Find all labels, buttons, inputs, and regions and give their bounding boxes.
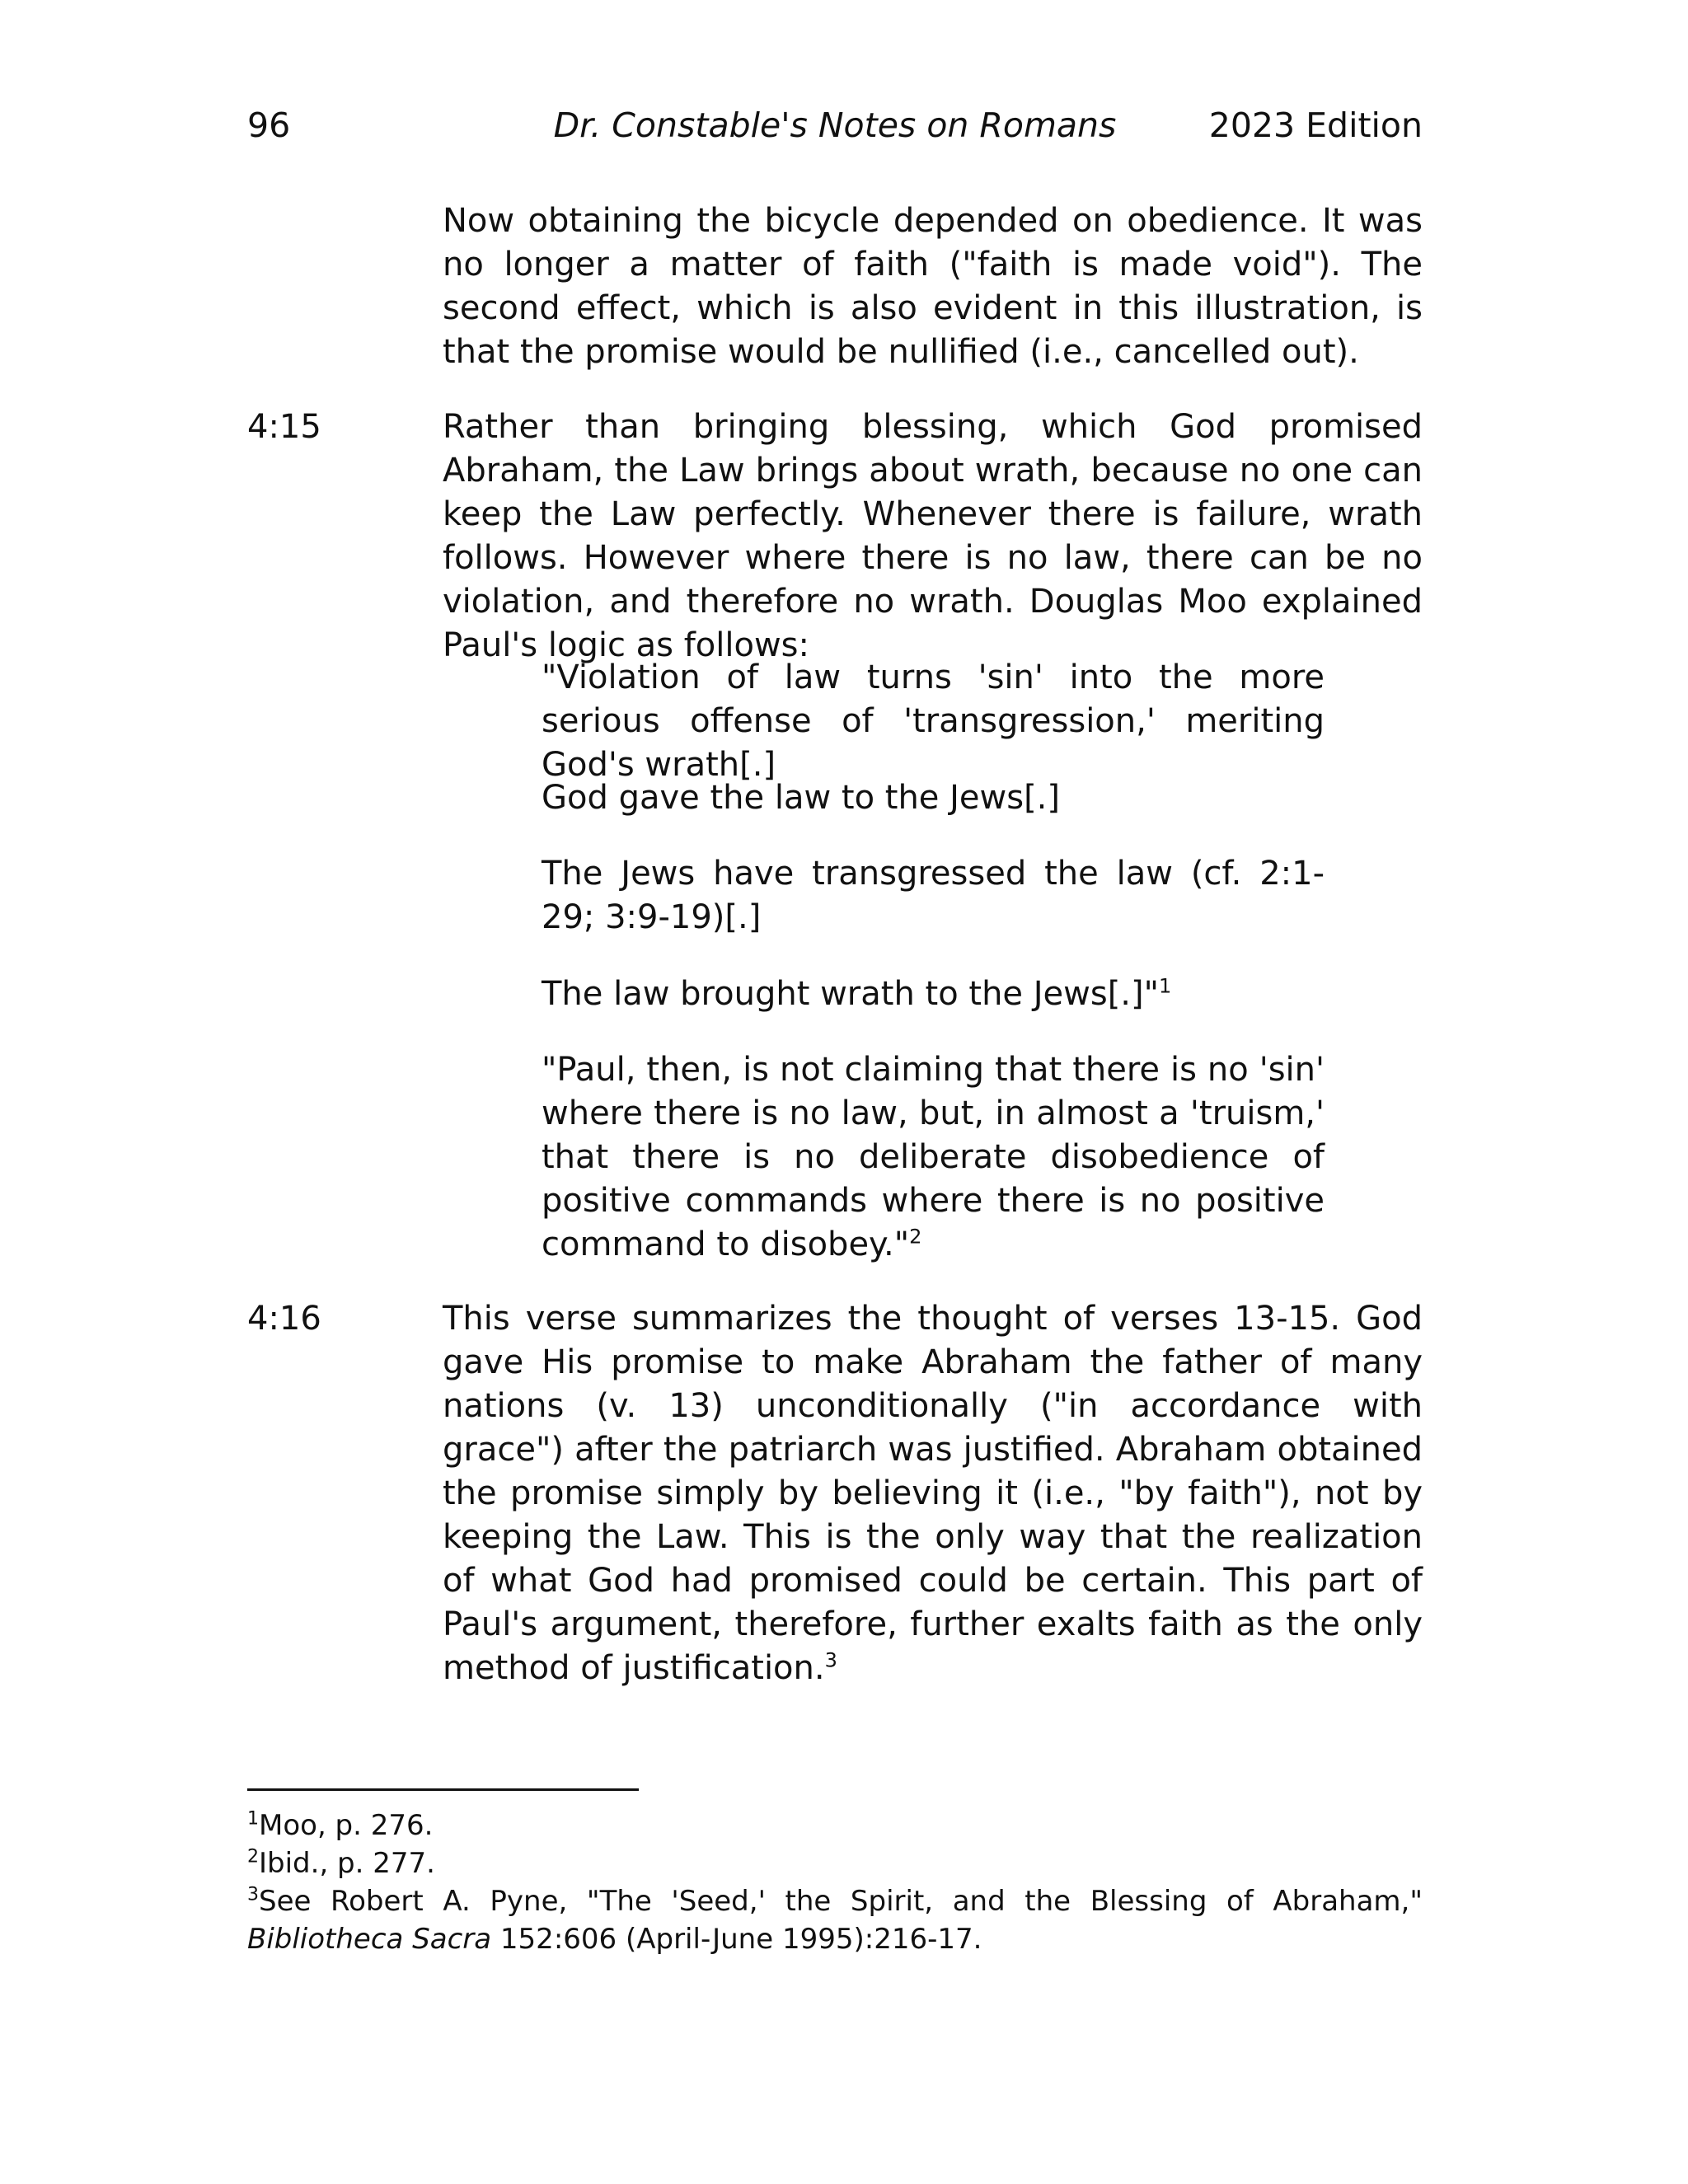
footnotes-section [247,1807,1423,1958]
footnote-marker[interactable]: 1 [1159,974,1172,998]
footnote-3 [247,1882,1423,1958]
footnote-number: 3 [247,1884,259,1905]
block-quote-line-1: "Violation of law turns 'sin' into the more serious offense of 'transgression,' meriting God's wrath[.] [542,658,1325,784]
verse-4-16-block [247,1297,1423,1690]
footnote-marker[interactable]: 3 [824,1648,837,1672]
block-quote-text: The law brought wrath to the Jews[.]" [542,975,1160,1013]
journal-title: Bibliotheca Sacra [247,1923,492,1956]
verse-reference: 4:16 [247,1300,321,1338]
footnote-text: Ibid., p. 277. [259,1847,435,1880]
edition-label: 2023 Edition [1208,105,1423,145]
footnote-text: See Robert A. Pyne, "The 'Seed,' the Spirit, and the Blessing of Abraham," [259,1885,1423,1918]
footnote-number: 1 [247,1808,259,1830]
page-number: 96 [247,105,291,145]
footnote-marker[interactable]: 2 [909,1225,922,1249]
page-header [247,101,1423,150]
block-quote-line-2: God gave the law to the Jews[.] [542,779,1061,817]
verse-4-15-block [247,405,1423,668]
footnote-divider [247,1788,639,1791]
block-quote-text: "Paul, then, is not claiming that there is no 'sin' where there is no law, but, in almost a 'truism,' that there is no deliberate disobedience of positive commands where there is no positive command to disobey." [542,1051,1325,1263]
footnote-2 [247,1844,1423,1882]
footnote-text: Moo, p. 276. [259,1809,434,1842]
footnote-number: 2 [247,1846,259,1868]
footnote-1 [247,1807,1423,1844]
footnote-text: 152:606 (April-June 1995):216-17. [491,1923,982,1956]
block-quote-paul [542,1048,1325,1267]
block-quote-line-3: The Jews have transgressed the law (cf. 2:1-29; 3:9-19)[.] [542,855,1325,936]
verse-commentary [443,1297,1423,1690]
verse-commentary-text: This verse summarizes the thought of verses 13-15. God gave His promise to make Abraham the father of many nations (v. 13) unconditionally ("in accordance with grace") after the patriarch was justified. Abraham obtained the promise simply by believing it (i.e., "by faith"), not by keeping the Law. This is the only way that the realization of what God had promised could be certain. This part of Paul's argument, therefore, further exalts faith as the only method of justification. [443,1300,1423,1687]
running-title: Dr. Constable's Notes on Romans [553,105,1117,145]
verse-commentary: Rather than bringing blessing, which God promised Abraham, the Law brings about wrath, because no one can keep the Law perfectly. Whenever there is failure, wrath follows. However where there is no law, there can be no violation, and therefore no wrath. Douglas Moo explained Paul's logic as follows: [443,408,1423,664]
intro-paragraph: Now obtaining the bicycle depended on obedience. It was no longer a matter of faith ("faith is made void"). The second effect, which is also evident in this illustration, is that the promise would be nullified (i.e., cancelled out). [443,202,1423,371]
verse-reference: 4:15 [247,408,321,446]
block-quote-line-4 [542,972,1325,1016]
